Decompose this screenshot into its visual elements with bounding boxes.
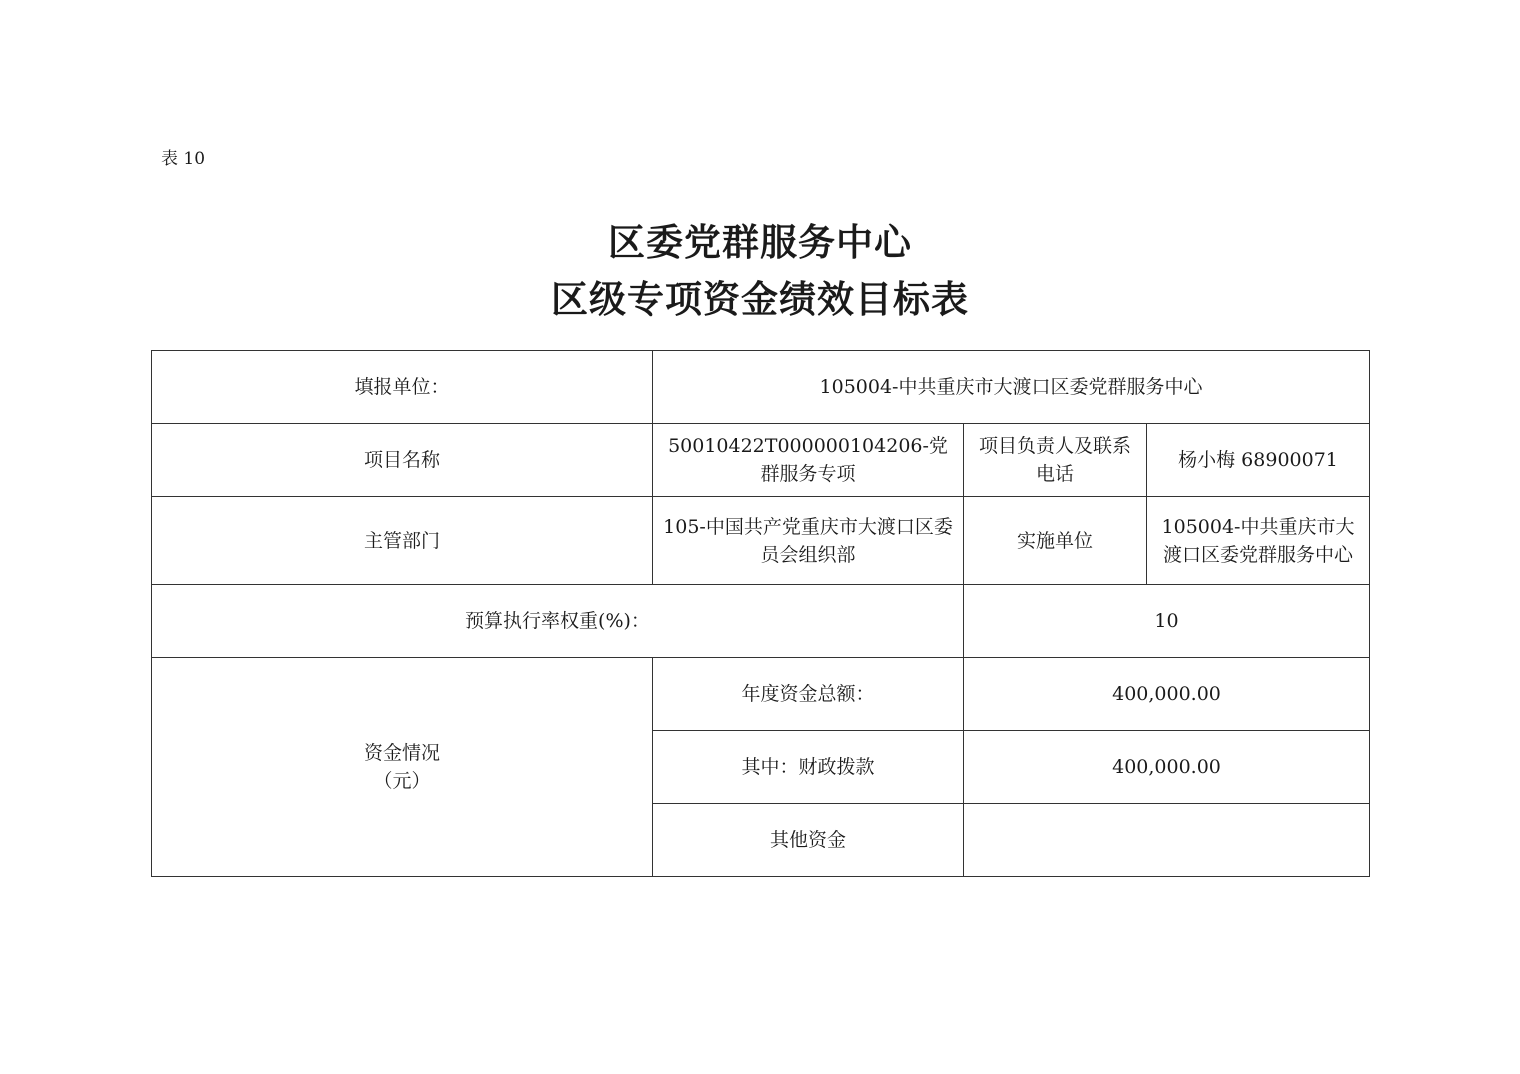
project-contact-label: 项目负责人及联系电话 bbox=[964, 424, 1147, 497]
project-contact-value: 杨小梅 68900071 bbox=[1147, 424, 1370, 497]
funds-label: 资金情况 bbox=[363, 742, 440, 764]
implementing-unit-value: 105004-中共重庆市大渡口区委党群服务中心 bbox=[1147, 497, 1370, 585]
budget-weight-label: 预算执行率权重(%)： bbox=[152, 585, 964, 658]
reporting-unit-label: 填报单位： bbox=[152, 351, 653, 424]
funds-fiscal-label: 其中：财政拨款 bbox=[653, 731, 964, 804]
department-label: 主管部门 bbox=[152, 497, 653, 585]
funds-label-cell bbox=[152, 658, 653, 877]
table-row-project bbox=[152, 424, 1370, 497]
table-row-budget-weight bbox=[152, 585, 1370, 658]
implementing-unit-label: 实施单位 bbox=[964, 497, 1147, 585]
performance-target-table bbox=[151, 350, 1370, 877]
funds-unit: （元） bbox=[373, 770, 431, 792]
table-row-funds-total bbox=[152, 658, 1370, 731]
document-title-organization: 区委党群服务中心 bbox=[608, 221, 912, 264]
document-title: 区级专项资金绩效目标表 bbox=[551, 278, 969, 321]
funds-total-value: 400,000.00 bbox=[964, 658, 1370, 731]
funds-total-label: 年度资金总额： bbox=[653, 658, 964, 731]
reporting-unit-value: 105004-中共重庆市大渡口区委党群服务中心 bbox=[653, 351, 1370, 424]
project-name-value: 50010422T000000104206-党群服务专项 bbox=[653, 424, 964, 497]
table-number: 表 10 bbox=[161, 149, 206, 169]
funds-fiscal-value: 400,000.00 bbox=[964, 731, 1370, 804]
table-row-department bbox=[152, 497, 1370, 585]
funds-other-value bbox=[964, 804, 1370, 877]
table-row-reporting-unit bbox=[152, 351, 1370, 424]
budget-weight-value: 10 bbox=[964, 585, 1370, 658]
project-name-label: 项目名称 bbox=[152, 424, 653, 497]
funds-other-label: 其他资金 bbox=[653, 804, 964, 877]
department-value: 105-中国共产党重庆市大渡口区委员会组织部 bbox=[653, 497, 964, 585]
